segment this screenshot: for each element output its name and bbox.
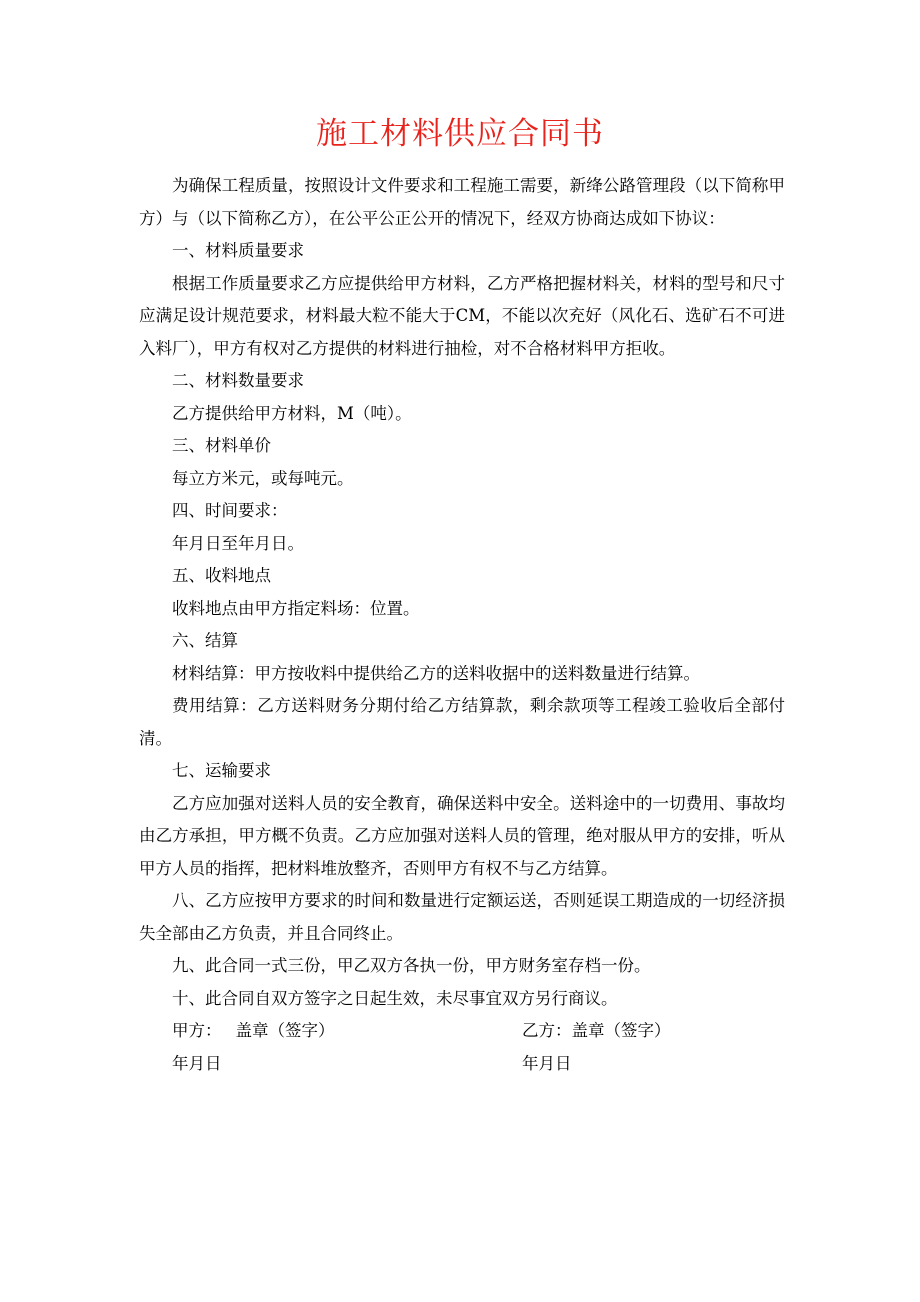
transport-paragraph: 乙方应加强对送料人员的安全教育，确保送料中安全。送料途中的一切费用、事故均由乙方承担，甲方概不负责。乙方应加强对送料人员的管理，绝对服从甲方的安排，听从甲方人员的指挥，把材料堆放整齐，否则甲方有权不与乙方结算。: [139, 793, 785, 878]
section-heading-quality: 一、材料质量要求: [172, 241, 304, 260]
section-heading-price: 三、材料单价: [172, 436, 271, 455]
party-a-seal: 盖章（签字）: [235, 1021, 335, 1040]
quality-paragraph: 根据工作质量要求乙方应提供给甲方材料，乙方严格把握材料关，材料的型号和尺寸应满足设计规范要求，材料最大粒不能大于CM，不能以次充好（风化石、选矿石不可进入料厂），甲方有权对乙方提供的材料进行抽检，对不合格材料甲方拒收。: [139, 273, 785, 358]
document-title: 施工材料供应合同书: [316, 116, 604, 152]
material-settlement-paragraph: 材料结算：甲方按收料中提供给乙方的送料收据中的送料数量进行结算。: [172, 663, 700, 683]
section-heading-settlement: 六、结算: [172, 631, 238, 650]
party-b-label: 乙方：: [522, 1021, 572, 1040]
document-body: [139, 170, 785, 1080]
party-a-label: 甲方：: [172, 1021, 222, 1040]
date-row: [139, 1048, 785, 1081]
quantity-paragraph: 乙方提供给甲方材料，M（吨）。: [172, 403, 412, 423]
party-a-date: 年月日: [172, 1053, 222, 1073]
section-heading-time: 四、时间要求：: [172, 501, 288, 520]
party-b-signature: [522, 1015, 671, 1048]
clause-ten-paragraph: 十、此合同自双方签字之日起生效，未尽事宜双方另行商议。: [172, 988, 618, 1008]
clause-eight-paragraph: 八、乙方应按甲方要求的时间和数量进行定额运送，否则延误工期造成的一切经济损失全部由乙方负责，并且合同终止。: [139, 891, 785, 943]
party-b-seal: 盖章（签字）: [571, 1021, 671, 1040]
section-heading-transport: 七、运输要求: [172, 761, 271, 780]
section-heading-quantity: 二、材料数量要求: [172, 371, 304, 390]
signature-row: [139, 1015, 785, 1048]
party-b-date: 年月日: [522, 1053, 572, 1073]
fee-settlement-paragraph: 费用结算：乙方送料财务分期付给乙方结算款，剩余款项等工程竣工验收后全部付清。: [139, 696, 785, 748]
clause-nine-paragraph: 九、此合同一式三份，甲乙双方各执一份，甲方财务室存档一份。: [172, 956, 651, 975]
price-paragraph: 每立方米元，或每吨元。: [172, 468, 354, 488]
time-paragraph: 年月日至年月日。: [172, 533, 304, 553]
section-heading-location: 五、收料地点: [172, 566, 271, 585]
location-paragraph: 收料地点由甲方指定料场：位置。: [172, 598, 420, 618]
party-a-signature: [172, 1015, 335, 1048]
intro-paragraph: 为确保工程质量，按照设计文件要求和工程施工需要，新绛公路管理段（以下简称甲方）与（以下简称乙方），在公平公正公开的情况下，经双方协商达成如下协议：: [139, 176, 785, 228]
